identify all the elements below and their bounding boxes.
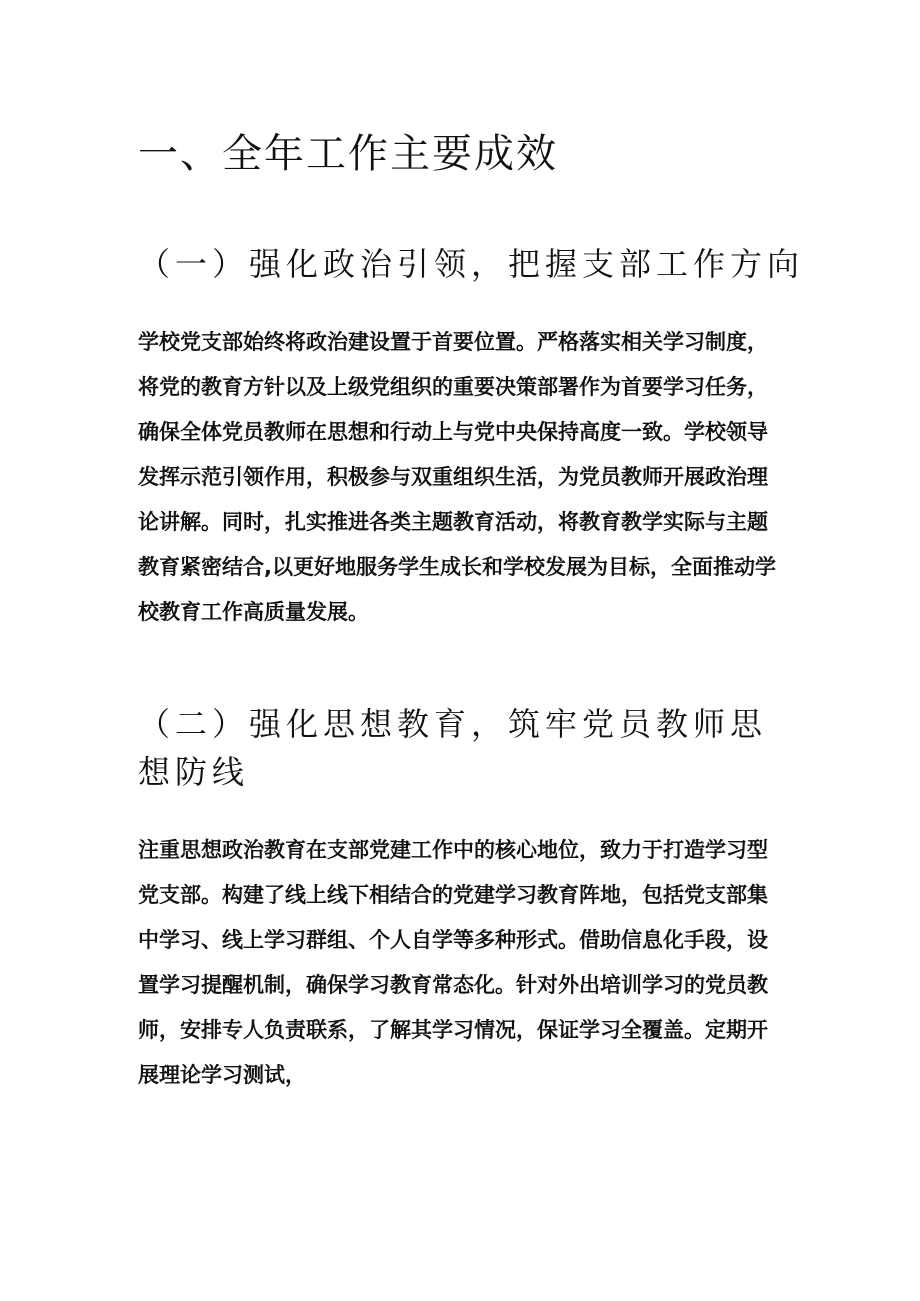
paragraph-line: 师，安排专人负责联系，了解其学习情况，保证学习全覆盖。定期开 (138, 1018, 768, 1042)
paragraph-line: 学校党支部始终将政治建设置于首要位置。严格落实相关学习制度， (138, 330, 768, 354)
section-2-paragraph (138, 828, 798, 1098)
section-1-paragraph (138, 320, 798, 635)
main-heading: 一、全年工作主要成效 (138, 131, 558, 177)
paragraph-line: 展理论学习测试， (138, 1063, 306, 1087)
paragraph-line: 党支部。构建了线上线下相结合的党建学习教育阵地，包括党支部集 (138, 883, 768, 907)
section-1-title: （一）强化政治引领，把握支部工作方向 (138, 245, 805, 283)
paragraph-line: 校教育工作高质量发展。 (138, 600, 369, 624)
paragraph-line: 发挥示范引领作用，积极参与双重组织生活，为党员教师开展政治理 (138, 465, 768, 489)
paragraph-line: 教育紧密结合,以更好地服务学生成长和学校发展为目标，全面推动学 (138, 555, 776, 579)
paragraph-line: 置学习提醒机制，确保学习教育常态化。针对外出培训学习的党员教 (138, 973, 768, 997)
paragraph-line: 确保全体党员教师在思想和行动上与党中央保持高度一致。学校领导 (138, 420, 768, 444)
paragraph-line: 中学习、线上学习群组、个人自学等多种形式。借助信息化手段，设 (138, 928, 768, 952)
section-2-title: （二）强化思想教育，筑牢党员教师思想防线 (138, 705, 768, 791)
paragraph-line: 论讲解。同时，扎实推进各类主题教育活动，将教育教学实际与主题 (138, 510, 768, 534)
paragraph-line: 注重思想政治教育在支部党建工作中的核心地位，致力于打造学习型 (138, 838, 768, 862)
paragraph-line: 将党的教育方针以及上级党组织的重要决策部署作为首要学习任务， (138, 375, 768, 399)
